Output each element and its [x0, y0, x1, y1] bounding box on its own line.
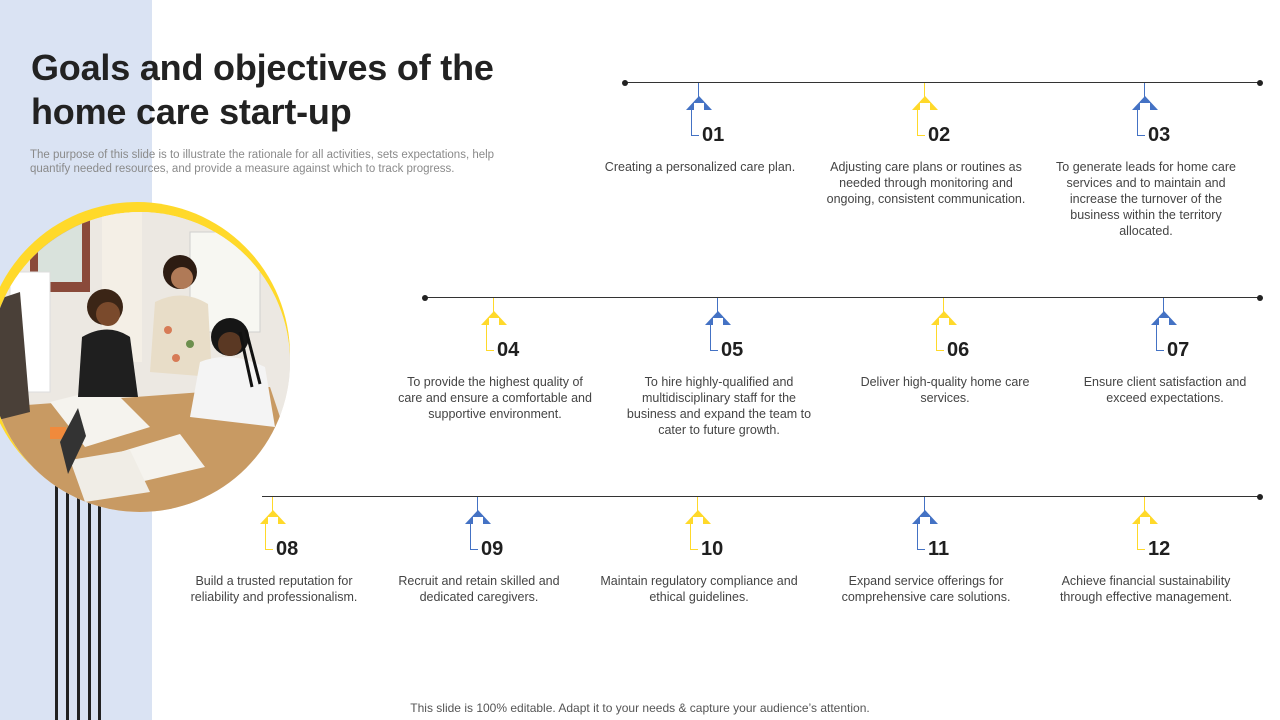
milestone-number: 02 [928, 124, 951, 146]
milestone-bracket [691, 110, 699, 136]
milestone-bracket [1137, 524, 1145, 550]
milestone-text: Deliver high-quality home care services. [860, 375, 1030, 405]
milestone-bracket [917, 110, 925, 136]
milestone-text: Build a trusted reputation for reliability and professionalism. [190, 574, 358, 604]
milestone-text: Maintain regulatory compliance and ethical guidelines. [600, 574, 798, 604]
milestone-number: 01 [702, 124, 725, 146]
milestone-text: To generate leads for home care services and to maintain and increase the turnover of the business within the territory allocated. [1056, 160, 1236, 238]
timeline-row-2 [425, 297, 1260, 298]
timeline-row-3 [262, 496, 1260, 497]
milestone-number: 05 [721, 339, 744, 361]
timeline-dot [1257, 295, 1263, 301]
timeline-dot [422, 295, 428, 301]
milestone-number: 11 [928, 538, 950, 560]
milestone-text: Adjusting care plans or routines as needed through monitoring and ongoing, consistent communication. [826, 160, 1026, 206]
milestone-text: Achieve financial sustainability through effective management. [1059, 574, 1233, 604]
house-icon [465, 510, 491, 524]
milestone-text: To provide the highest quality of care and ensure a comfortable and supportive environment. [398, 375, 592, 421]
decor-line [77, 470, 80, 720]
milestone-number: 09 [481, 538, 504, 560]
milestone-number: 03 [1148, 124, 1171, 146]
house-icon [481, 311, 507, 325]
page-title: Goals and objectives of the home care start-up [31, 47, 494, 132]
milestone-bracket [936, 325, 944, 351]
milestone-bracket [710, 325, 718, 351]
team-photo [0, 212, 290, 512]
milestone-text: To hire highly-qualified and multidisciplinary staff for the business and expand the team to cater to future growth. [626, 375, 812, 437]
milestone-bracket [486, 325, 494, 351]
milestone-bracket [470, 524, 478, 550]
milestone-bracket [917, 524, 925, 550]
house-icon [260, 510, 286, 524]
timeline-row-1 [625, 82, 1260, 83]
house-icon [1132, 96, 1158, 110]
milestone-number: 12 [1148, 538, 1171, 560]
page-subtitle: The purpose of this slide is to illustrate the rationale for all activities, sets expectations, help quantify needed resources, and provide a measure against which to track progress. [30, 149, 495, 175]
milestone-number: 10 [701, 538, 724, 560]
team-photo-illustration [0, 212, 290, 512]
house-icon [912, 510, 938, 524]
decor-line [88, 470, 91, 720]
milestone-number: 07 [1167, 339, 1190, 361]
timeline-dot [1257, 494, 1263, 500]
milestone-bracket [1137, 110, 1145, 136]
timeline-dot [1257, 80, 1263, 86]
milestone-number: 04 [497, 339, 520, 361]
house-icon [1132, 510, 1158, 524]
timeline-dot [622, 80, 628, 86]
milestone-text: Creating a personalized care plan. [604, 160, 796, 174]
footer-note: This slide is 100% editable. Adapt it to your needs & capture your audience’s attention. [410, 701, 870, 715]
house-icon [1151, 311, 1177, 325]
house-icon [685, 510, 711, 524]
house-icon [912, 96, 938, 110]
milestone-bracket [690, 524, 698, 550]
milestone-number: 06 [947, 339, 970, 361]
milestone-text: Ensure client satisfaction and exceed expectations. [1083, 375, 1247, 405]
milestone-text: Recruit and retain skilled and dedicated caregivers. [398, 574, 560, 604]
house-icon [705, 311, 731, 325]
decor-line [55, 470, 58, 720]
house-icon [686, 96, 712, 110]
milestone-number: 08 [276, 538, 299, 560]
milestone-bracket [265, 524, 273, 550]
milestone-bracket [1156, 325, 1164, 351]
milestone-text: Expand service offerings for comprehensive care solutions. [841, 574, 1011, 604]
decor-line [98, 470, 101, 720]
decor-line [66, 470, 69, 720]
house-icon [931, 311, 957, 325]
